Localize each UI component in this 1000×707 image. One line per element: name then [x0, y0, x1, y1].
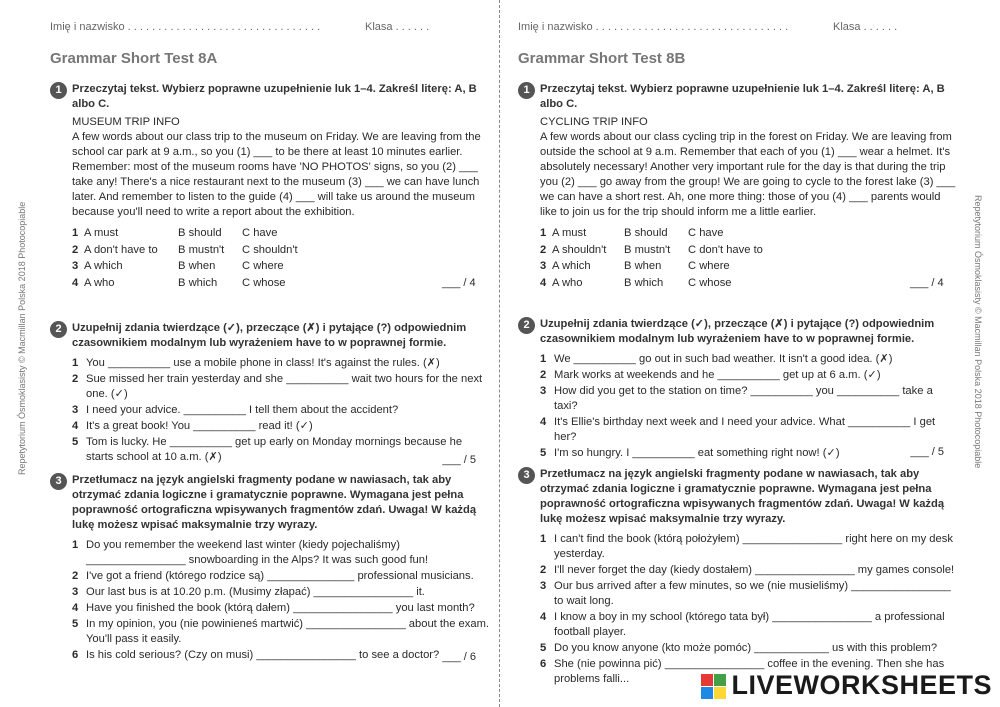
option-b[interactable]: B when [178, 260, 216, 272]
option-number: 3 [72, 260, 79, 272]
item-text[interactable]: I've got a friend (którego rodzice są) ______________ professional musicians. [86, 570, 474, 582]
option-number: 3 [540, 260, 547, 272]
section-number: 2 [50, 321, 67, 338]
option-row [540, 226, 958, 243]
options [72, 226, 490, 292]
items [72, 538, 490, 663]
item-text[interactable]: I'll never forget the day (kiedy dostałem) ________________ my games console! [554, 564, 955, 576]
list-item: 5 In my opinion, you (nie powinieneś martwić) ________________ about the exam. You'll pass it easily. [72, 618, 490, 645]
instructions: Przeczytaj tekst. Wybierz poprawne uzupełnienie luk 1–4. Zakreśl literę: A, B albo C. [72, 83, 477, 110]
side-note-left: Repetytorium Ósmoklasisty © Macmillan Polska 2018 Photocopiable [17, 201, 27, 475]
name-field[interactable]: Imię i nazwisko . . . . . . . . . . . . . . . . . . . . . . . . . . . . . . . . [518, 21, 789, 33]
section-3 [518, 467, 958, 688]
option-c[interactable]: C whose [688, 276, 732, 289]
list-item: 5 Do you know anyone (kto może pomóc) ____________ us with this problem? [540, 642, 938, 654]
passage [72, 115, 490, 220]
option-row [540, 259, 958, 276]
student-header [518, 21, 958, 33]
option-a[interactable]: A who [552, 276, 583, 289]
score: ___ / 6 [442, 651, 476, 663]
list-item: 3 Our bus arrived after a few minutes, so we (nie musieliśmy) ________________ to wait long. [540, 580, 951, 607]
item-text[interactable]: It's a great book! You __________ read it! (✓) [86, 420, 313, 432]
item-text[interactable]: Tom is lucky. He __________ get up early on Monday mornings because he starts school at 10 a.m. (✗) [86, 436, 463, 463]
list-item: 3 I need your advice. __________ I tell them about the accident? [72, 404, 399, 416]
list-item: 4 Have you finished the book (którą dałem) ________________ you last month? [72, 602, 475, 614]
option-number: 2 [72, 243, 79, 256]
item-text[interactable]: In my opinion, you (nie powinieneś martwić) ________________ about the exam. You'll pass it easily. [86, 618, 490, 645]
option-number: 4 [72, 276, 79, 289]
option-number: 1 [540, 227, 547, 239]
student-header [50, 21, 490, 33]
list-item: 4 It's a great book! You __________ read it! (✓) [72, 420, 313, 432]
option-number: 1 [72, 227, 79, 239]
passage-text: A few words about our class cycling trip in the forest on Friday. We are leaving from outside the school at 9 a.m. Remember that each of you (1) ___ wear a helmet. It's absolutely necessary! Another very important rule for the day is that during the trip you (2) ___ go away from the group! We are going to cycle to the forest lake (3) ___ we can have a short rest. Ah, one more thing: those of you (4) ___ parents would like to join us for the trip should inform me a little earlier. [540, 131, 956, 218]
list-item: 4 I know a boy in my school (którego tata był) ________________ a professional football player. [540, 611, 945, 638]
liveworksheets-watermark[interactable] [701, 670, 992, 701]
list-item: 1 We __________ go out in such bad weather. It isn't a good idea. (✗) [540, 353, 893, 365]
list-item: 2 Mark works at weekends and he __________ get up at 6 a.m. (✓) [540, 369, 881, 381]
option-c[interactable]: C don't have to [688, 243, 763, 256]
passage-title: MUSEUM TRIP INFO [72, 116, 180, 128]
list-item: 3 Our last bus is at 10.20 p.m. (Musimy złapać) ________________ it. [72, 586, 425, 598]
section-number: 1 [518, 82, 535, 99]
option-a[interactable]: A who [84, 276, 115, 289]
items [72, 356, 490, 465]
option-b[interactable]: B mustn't [178, 243, 225, 256]
option-row [72, 276, 490, 293]
list-item: 3 How did you get to the station on time? __________ you __________ take a taxi? [540, 385, 933, 412]
list-item: 4 It's Ellie's birthday next week and I need your advice. What __________ I get her? [540, 416, 936, 443]
name-field[interactable]: Imię i nazwisko . . . . . . . . . . . . . . . . . . . . . . . . . . . . . . . . [50, 21, 321, 33]
item-text[interactable]: Mark works at weekends and he __________ get up at 6 a.m. (✓) [554, 369, 881, 381]
option-c[interactable]: C where [242, 260, 284, 272]
option-b[interactable]: B mustn't [624, 243, 671, 256]
option-row [540, 276, 958, 293]
item-text[interactable]: Do you remember the weekend last winter (kiedy pojechaliśmy) ________________ snowboarding in the Alps? It was such good fun! [86, 539, 429, 566]
section-number: 2 [518, 317, 535, 334]
items [540, 532, 958, 687]
option-row [72, 243, 490, 260]
option-number: 2 [540, 243, 547, 256]
section-2 [518, 317, 958, 462]
watermark-text: LIVEWORKSHEETS [731, 670, 992, 700]
item-text[interactable]: I'm so hungry. I __________ eat something right now! (✓) [554, 447, 840, 459]
item-text[interactable]: Have you finished the book (którą dałem) ________________ you last month? [86, 602, 475, 614]
option-a[interactable]: A must [84, 227, 119, 239]
list-item: 1 I can't find the book (którą położyłem) ________________ right here on my desk yesterday. [540, 533, 953, 560]
list-item: 1 You __________ use a mobile phone in class! It's against the rules. (✗) [72, 357, 440, 369]
option-row [540, 243, 958, 260]
class-field[interactable]: Klasa . . . . . . [365, 21, 430, 33]
option-b[interactable]: B should [624, 227, 668, 239]
item-text[interactable]: Do you know anyone (kto może pomóc) ____________ us with this problem? [554, 642, 938, 654]
list-item: 1 Do you remember the weekend last winter (kiedy pojechaliśmy) ________________ snowboarding in the Alps? It was such good fun! [72, 539, 429, 566]
passage [540, 115, 958, 220]
score: ___ / 5 [910, 446, 944, 458]
section-number: 3 [518, 467, 535, 484]
option-c[interactable]: C whose [242, 276, 286, 289]
cut-line [499, 0, 500, 707]
option-c[interactable]: C where [688, 260, 730, 272]
option-a[interactable]: A don't have to [84, 243, 158, 256]
instructions: Przetłumacz na język angielski fragmenty podane w nawiasach, tak aby otrzymać zdania logiczne i gramatycznie poprawne. Wymagana jest pełna poprawność ortograficzna wpisywanych fragmentów zdań. Uwaga! W każdą lukę możesz wpisać maksymalnie trzy wyrazy. [72, 474, 477, 531]
test-8b [518, 0, 958, 707]
score: ___ / 4 [910, 276, 944, 289]
item-text[interactable]: I can't find the book (którą położyłem) ________________ right here on my desk yesterday. [554, 533, 953, 560]
instructions: Przetłumacz na język angielski fragmenty podane w nawiasach, tak aby otrzymać zdania logiczne i gramatycznie poprawne. Wymagana jest pełna poprawność ortograficzna wpisywanych fragmentów zdań. Uwaga! W każdą lukę możesz wpisać maksymalnie trzy wyrazy. [540, 468, 945, 525]
item-text[interactable]: Our last bus is at 10.20 p.m. (Musimy złapać) ________________ it. [86, 586, 425, 598]
passage-text: A few words about our class trip to the museum on Friday. We are leaving from the school car park at 9 a.m., so you (1) ___ to be there at least 10 minutes earlier. Remember: most of the museum rooms have 'NO PHOTOS' signs, so you (2) ___ take any! There's a nice restaurant next to the museum (3) ___ we can have lunch later. And remember to listen to the guide (4) ___ will take us around the museum because you'll need to write a report about the exhibition. [72, 131, 481, 218]
section-2 [50, 321, 490, 466]
option-b[interactable]: B should [178, 227, 222, 239]
section-3 [50, 473, 490, 664]
section-1 [50, 82, 490, 292]
list-item: 6 She (nie powinna pić) ________________ coffee in the evening. Then she has problems falli... [540, 658, 945, 685]
option-b[interactable]: B which [178, 276, 218, 289]
list-item: 5 Tom is lucky. He __________ get up early on Monday mornings because he starts school at 10 a.m. (✗) [72, 436, 463, 463]
item-text[interactable]: Sue missed her train yesterday and she __________ wait two hours for the next one. (✓) [86, 373, 483, 400]
option-a[interactable]: A which [552, 260, 591, 272]
list-item: 2 I'll never forget the day (kiedy dostałem) ________________ my games console! [540, 564, 955, 576]
option-number: 4 [540, 276, 547, 289]
item-text[interactable]: I know a boy in my school (którego tata był) ________________ a professional football player. [554, 611, 945, 638]
list-item: 5 I'm so hungry. I __________ eat something right now! (✓) [540, 447, 840, 459]
option-c[interactable]: C have [242, 227, 278, 239]
passage-title: CYCLING TRIP INFO [540, 116, 648, 128]
option-a[interactable]: A must [552, 227, 587, 239]
test-8a [50, 0, 490, 707]
option-row [72, 226, 490, 243]
instructions: Uzupełnij zdania twierdzące (✓), przeczące (✗) i pytające (?) odpowiednim czasownikiem modalnym lub wyrażeniem have to w poprawnej formie. [540, 318, 935, 345]
item-text[interactable]: Our bus arrived after a few minutes, so we (nie musieliśmy) ________________ to wait long. [554, 580, 951, 607]
item-text[interactable]: Is his cold serious? (Czy on musi) ________________ to see a doctor? [86, 649, 440, 661]
section-1 [518, 82, 958, 292]
class-field[interactable]: Klasa . . . . . . [833, 21, 898, 33]
option-a[interactable]: A shouldn't [552, 243, 607, 256]
instructions: Przeczytaj tekst. Wybierz poprawne uzupełnienie luk 1–4. Zakreśl literę: A, B albo C. [540, 83, 945, 110]
option-c[interactable]: C have [688, 227, 724, 239]
options [540, 226, 958, 292]
item-text[interactable]: How did you get to the station on time? __________ you __________ take a taxi? [554, 385, 933, 412]
option-row [72, 259, 490, 276]
liveworksheets-logo-icon [701, 674, 727, 700]
section-number: 1 [50, 82, 67, 99]
test-title: Grammar Short Test 8B [518, 50, 686, 67]
score: ___ / 5 [442, 454, 476, 466]
list-item: 2 I've got a friend (którego rodzice są) ______________ professional musicians. [72, 570, 474, 582]
instructions: Uzupełnij zdania twierdzące (✓), przeczące (✗) i pytające (?) odpowiednim czasownikiem modalnym lub wyrażeniem have to w poprawnej formie. [72, 322, 467, 349]
item-text[interactable]: I need your advice. __________ I tell them about the accident? [86, 404, 399, 416]
list-item: 2 Sue missed her train yesterday and she __________ wait two hours for the next one. (✓) [72, 373, 483, 400]
score: ___ / 4 [442, 276, 476, 289]
section-number: 3 [50, 473, 67, 490]
test-title: Grammar Short Test 8A [50, 50, 218, 67]
option-c[interactable]: C shouldn't [242, 243, 298, 256]
option-a[interactable]: A which [84, 260, 123, 272]
option-b[interactable]: B which [624, 276, 664, 289]
item-text[interactable]: She (nie powinna pić) ________________ coffee in the evening. Then she has problems falli... [554, 658, 945, 685]
item-text[interactable]: It's Ellie's birthday next week and I need your advice. What __________ I get her? [554, 416, 936, 443]
items [540, 352, 958, 461]
item-text[interactable]: We __________ go out in such bad weather. It isn't a good idea. (✗) [554, 353, 893, 365]
option-b[interactable]: B when [624, 260, 662, 272]
side-note-right: Repetytorium Ósmoklasisty © Macmillan Polska 2018 Photocopiable [973, 195, 983, 469]
list-item: 6 Is his cold serious? (Czy on musi) ________________ to see a doctor? [72, 649, 440, 661]
item-text[interactable]: You __________ use a mobile phone in class! It's against the rules. (✗) [86, 357, 440, 369]
